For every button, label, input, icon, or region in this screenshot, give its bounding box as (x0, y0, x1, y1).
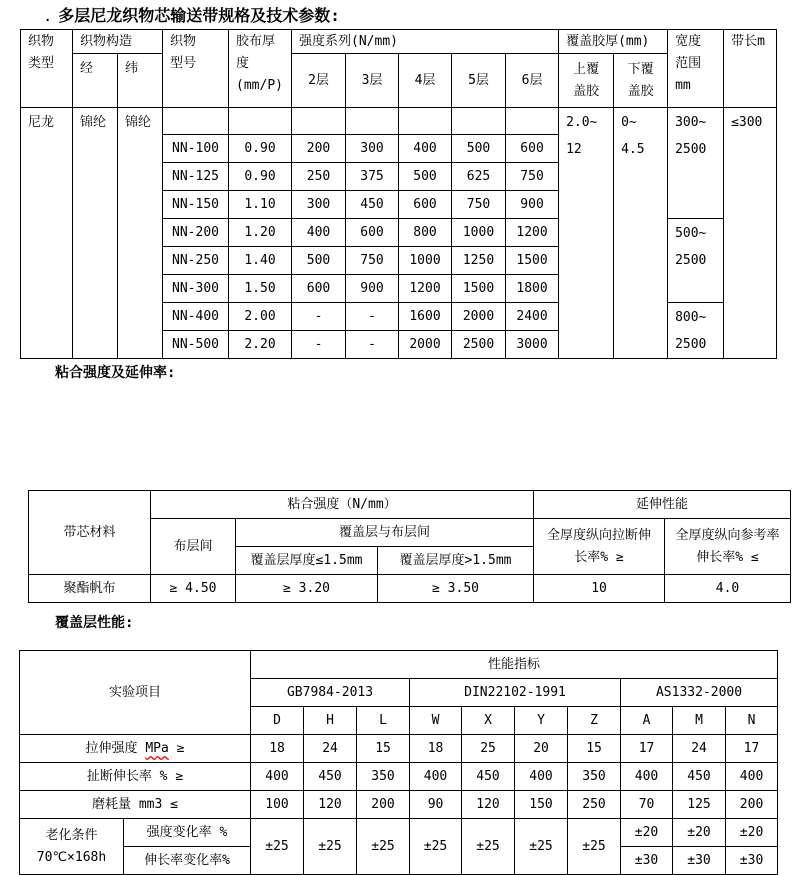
header-between-plies: 布层间 (151, 519, 236, 575)
header-standard-din: DIN22102-1991 (410, 679, 621, 707)
cell-value: 625 (452, 163, 506, 191)
cell-model: NN-100 (163, 135, 229, 163)
header-bottom-cover: 下覆 盖胶 (614, 54, 668, 108)
cell-value: 3000 (506, 331, 559, 359)
row-label-elongation-change: 伸长率变化率% (124, 847, 251, 875)
document-page (0, 6, 801, 868)
cell-value: ±20 (621, 819, 673, 847)
header-test-item: 实验项目 (20, 651, 251, 735)
header-top-cover: 上覆 盖胶 (559, 54, 614, 108)
cell-value: 24 (673, 735, 726, 763)
cell-width-range-3: 800~ 2500 (668, 303, 724, 359)
cell-value: 750 (346, 247, 399, 275)
cell-value: ±30 (673, 847, 726, 875)
cell-value: ≥ 4.50 (151, 575, 236, 603)
cell-value: 20 (515, 735, 568, 763)
section-heading-cover: 覆盖层性能: (55, 615, 134, 631)
cover-performance-table (19, 650, 778, 875)
cell-model: NN-300 (163, 275, 229, 303)
cell-value: 400 (251, 763, 304, 791)
cell-value: 250 (568, 791, 621, 819)
cell-empty (163, 108, 229, 135)
cell-value: - (292, 303, 346, 331)
cell-value: 450 (304, 763, 357, 791)
cell-value: 100 (251, 791, 304, 819)
header-standard-gb: GB7984-2013 (251, 679, 410, 707)
cell-value: 200 (292, 135, 346, 163)
cell-value: 900 (346, 275, 399, 303)
header-strength-series: 强度系列(N/mm) (292, 30, 559, 54)
cell-thickness: 1.50 (229, 275, 292, 303)
cell-value: 17 (621, 735, 673, 763)
cell-empty (229, 108, 292, 135)
cell-value: 90 (410, 791, 462, 819)
header-fabric-construct: 织物构造 (73, 30, 163, 54)
cell-model: NN-125 (163, 163, 229, 191)
cell-value: 1600 (399, 303, 452, 331)
cell-thickness: 2.00 (229, 303, 292, 331)
cell-model: NN-400 (163, 303, 229, 331)
cell-value: 375 (346, 163, 399, 191)
cell-value: 500 (292, 247, 346, 275)
header-grade: L (357, 707, 410, 735)
cell-width-range-1: 300~ 2500 (668, 108, 724, 219)
cell-value: ≥ 3.50 (378, 575, 534, 603)
cell-value: ≥ 3.20 (236, 575, 378, 603)
header-cover-gt-1-5: 覆盖层厚度>1.5mm (378, 547, 534, 575)
header-cover-le-1-5: 覆盖层厚度≤1.5mm (236, 547, 378, 575)
header-grade: Z (568, 707, 621, 735)
cell-value: 250 (292, 163, 346, 191)
cell-value: ±30 (621, 847, 673, 875)
cell-value: 600 (506, 135, 559, 163)
cell-value: 18 (410, 735, 462, 763)
cell-value: 70 (621, 791, 673, 819)
header-grade: H (304, 707, 357, 735)
cell-value: 900 (506, 191, 559, 219)
cell-value: - (292, 331, 346, 359)
cell-weft-material: 锦纶 (118, 108, 163, 359)
cell-value: 750 (506, 163, 559, 191)
table-row (20, 819, 778, 847)
cell-value: 2400 (506, 303, 559, 331)
header-performance-index: 性能指标 (251, 651, 778, 679)
cell-empty (346, 108, 399, 135)
cell-thickness: 0.90 (229, 135, 292, 163)
header-ply-6: 6层 (506, 54, 559, 108)
cell-value: 18 (251, 735, 304, 763)
header-cover-ply: 覆盖层与布层间 (236, 519, 534, 547)
cell-value: 800 (399, 219, 452, 247)
row-label-tensile-strength: 拉伸强度 MPa ≥ (20, 735, 251, 763)
row-label-aging-condition: 老化条件 70℃×168h (20, 819, 124, 875)
row-label-abrasion: 磨耗量 mm3 ≤ (20, 791, 251, 819)
cell-empty (506, 108, 559, 135)
table-row (29, 575, 791, 603)
table-row (20, 791, 778, 819)
header-grade: N (726, 707, 778, 735)
cell-value: ±30 (726, 847, 778, 875)
cell-value: 1800 (506, 275, 559, 303)
cell-thickness: 1.20 (229, 219, 292, 247)
header-ply-5: 5层 (452, 54, 506, 108)
header-cloth-thickness: 胶布厚 度 (mm/P) (229, 30, 292, 108)
cell-value: ±25 (357, 819, 410, 875)
specs-table (20, 29, 777, 359)
cell-value: 400 (292, 219, 346, 247)
cell-top-cover-range: 2.0~ 12 (559, 108, 614, 359)
cell-value: 125 (673, 791, 726, 819)
cell-value: 300 (346, 135, 399, 163)
header-adhesion-strength: 粘合强度（N/mm） (151, 491, 534, 519)
header-fabric-model: 织物 型号 (163, 30, 229, 108)
cell-value: 1200 (506, 219, 559, 247)
cell-empty (452, 108, 506, 135)
cell-value: ±25 (462, 819, 515, 875)
cell-value: 1250 (452, 247, 506, 275)
cell-material: 尼龙 (21, 108, 73, 359)
title-text: 多层尼龙织物芯输送带规格及技术参数: (58, 6, 340, 25)
cell-thickness: 1.10 (229, 191, 292, 219)
cell-value: 1200 (399, 275, 452, 303)
table-row (20, 763, 778, 791)
cell-belt-length-value: ≤300 (724, 108, 777, 359)
cell-value: 750 (452, 191, 506, 219)
spellcheck-underline: MPa (145, 741, 169, 756)
cell-warp-material: 锦纶 (73, 108, 118, 359)
document-title (44, 6, 801, 26)
header-warp: 经 (73, 54, 118, 108)
cell-thickness: 1.40 (229, 247, 292, 275)
row-label-strength-change: 强度变化率 % (124, 819, 251, 847)
cell-value: 120 (304, 791, 357, 819)
cell-value: 25 (462, 735, 515, 763)
row-label-elongation-break: 扯断伸长率 % ≥ (20, 763, 251, 791)
cell-value: 1000 (399, 247, 452, 275)
cell-value: 450 (462, 763, 515, 791)
cell-value: 400 (399, 135, 452, 163)
header-width-range: 宽度 范围 mm (668, 30, 724, 108)
cell-value: 600 (292, 275, 346, 303)
header-belt-length: 带长m (724, 30, 777, 108)
cell-value: 500 (399, 163, 452, 191)
section-heading-adhesion: 粘合强度及延伸率: (55, 365, 176, 381)
cell-value: 350 (568, 763, 621, 791)
cell-value: 2000 (399, 331, 452, 359)
cell-value: 1500 (452, 275, 506, 303)
cell-empty (399, 108, 452, 135)
cell-value: 400 (515, 763, 568, 791)
cell-value: ±25 (251, 819, 304, 875)
cell-thickness: 2.20 (229, 331, 292, 359)
cell-value: 2500 (452, 331, 506, 359)
header-grade: A (621, 707, 673, 735)
cell-value: 150 (515, 791, 568, 819)
cell-value: 10 (534, 575, 665, 603)
cell-value: 1500 (506, 247, 559, 275)
cell-value: ±25 (568, 819, 621, 875)
header-ply-3: 3层 (346, 54, 399, 108)
header-grade: M (673, 707, 726, 735)
cell-model: NN-200 (163, 219, 229, 247)
cell-empty (292, 108, 346, 135)
cell-value: 300 (292, 191, 346, 219)
cell-thickness: 0.90 (229, 163, 292, 191)
cell-value: 15 (357, 735, 410, 763)
header-full-break-elongation: 全厚度纵向拉断伸 长率% ≥ (534, 519, 665, 575)
header-elongation-performance: 延伸性能 (534, 491, 791, 519)
cell-value: 400 (726, 763, 778, 791)
cell-value: ±25 (515, 819, 568, 875)
header-ply-4: 4层 (399, 54, 452, 108)
title-prefix-dot: . (44, 10, 52, 24)
cell-value: 17 (726, 735, 778, 763)
adhesion-table (28, 490, 791, 603)
cell-value: 600 (399, 191, 452, 219)
cell-value: 400 (621, 763, 673, 791)
header-core-material: 带芯材料 (29, 491, 151, 575)
cell-value: ±25 (304, 819, 357, 875)
cell-width-range-2: 500~ 2500 (668, 219, 724, 303)
cell-value: 400 (410, 763, 462, 791)
header-grade: W (410, 707, 462, 735)
cell-value: 600 (346, 219, 399, 247)
cell-value: ±20 (726, 819, 778, 847)
cell-value: 2000 (452, 303, 506, 331)
cell-value: ±20 (673, 819, 726, 847)
cell-model: NN-250 (163, 247, 229, 275)
table-row (20, 735, 778, 763)
header-fabric-type: 织物 类型 (21, 30, 73, 108)
cell-value: 450 (673, 763, 726, 791)
cell-value: 500 (452, 135, 506, 163)
cell-bottom-cover-range: 0~ 4.5 (614, 108, 668, 359)
cell-value: 200 (726, 791, 778, 819)
header-grade: X (462, 707, 515, 735)
header-ply-2: 2层 (292, 54, 346, 108)
cell-value: ±25 (410, 819, 462, 875)
cell-value: 4.0 (665, 575, 791, 603)
header-weft: 纬 (118, 54, 163, 108)
header-grade: Y (515, 707, 568, 735)
cell-core-material: 聚酯帆布 (29, 575, 151, 603)
cell-value: - (346, 331, 399, 359)
header-full-ref-elongation: 全厚度纵向参考率 伸长率% ≤ (665, 519, 791, 575)
cell-model: NN-150 (163, 191, 229, 219)
cell-value: - (346, 303, 399, 331)
cell-model: NN-500 (163, 331, 229, 359)
header-cover-thickness: 覆盖胶厚(mm) (559, 30, 668, 54)
cell-value: 350 (357, 763, 410, 791)
header-grade: D (251, 707, 304, 735)
cell-value: 450 (346, 191, 399, 219)
cell-value: 24 (304, 735, 357, 763)
header-standard-as: AS1332-2000 (621, 679, 778, 707)
cell-value: 15 (568, 735, 621, 763)
cell-value: 200 (357, 791, 410, 819)
cell-value: 1000 (452, 219, 506, 247)
cell-value: 120 (462, 791, 515, 819)
